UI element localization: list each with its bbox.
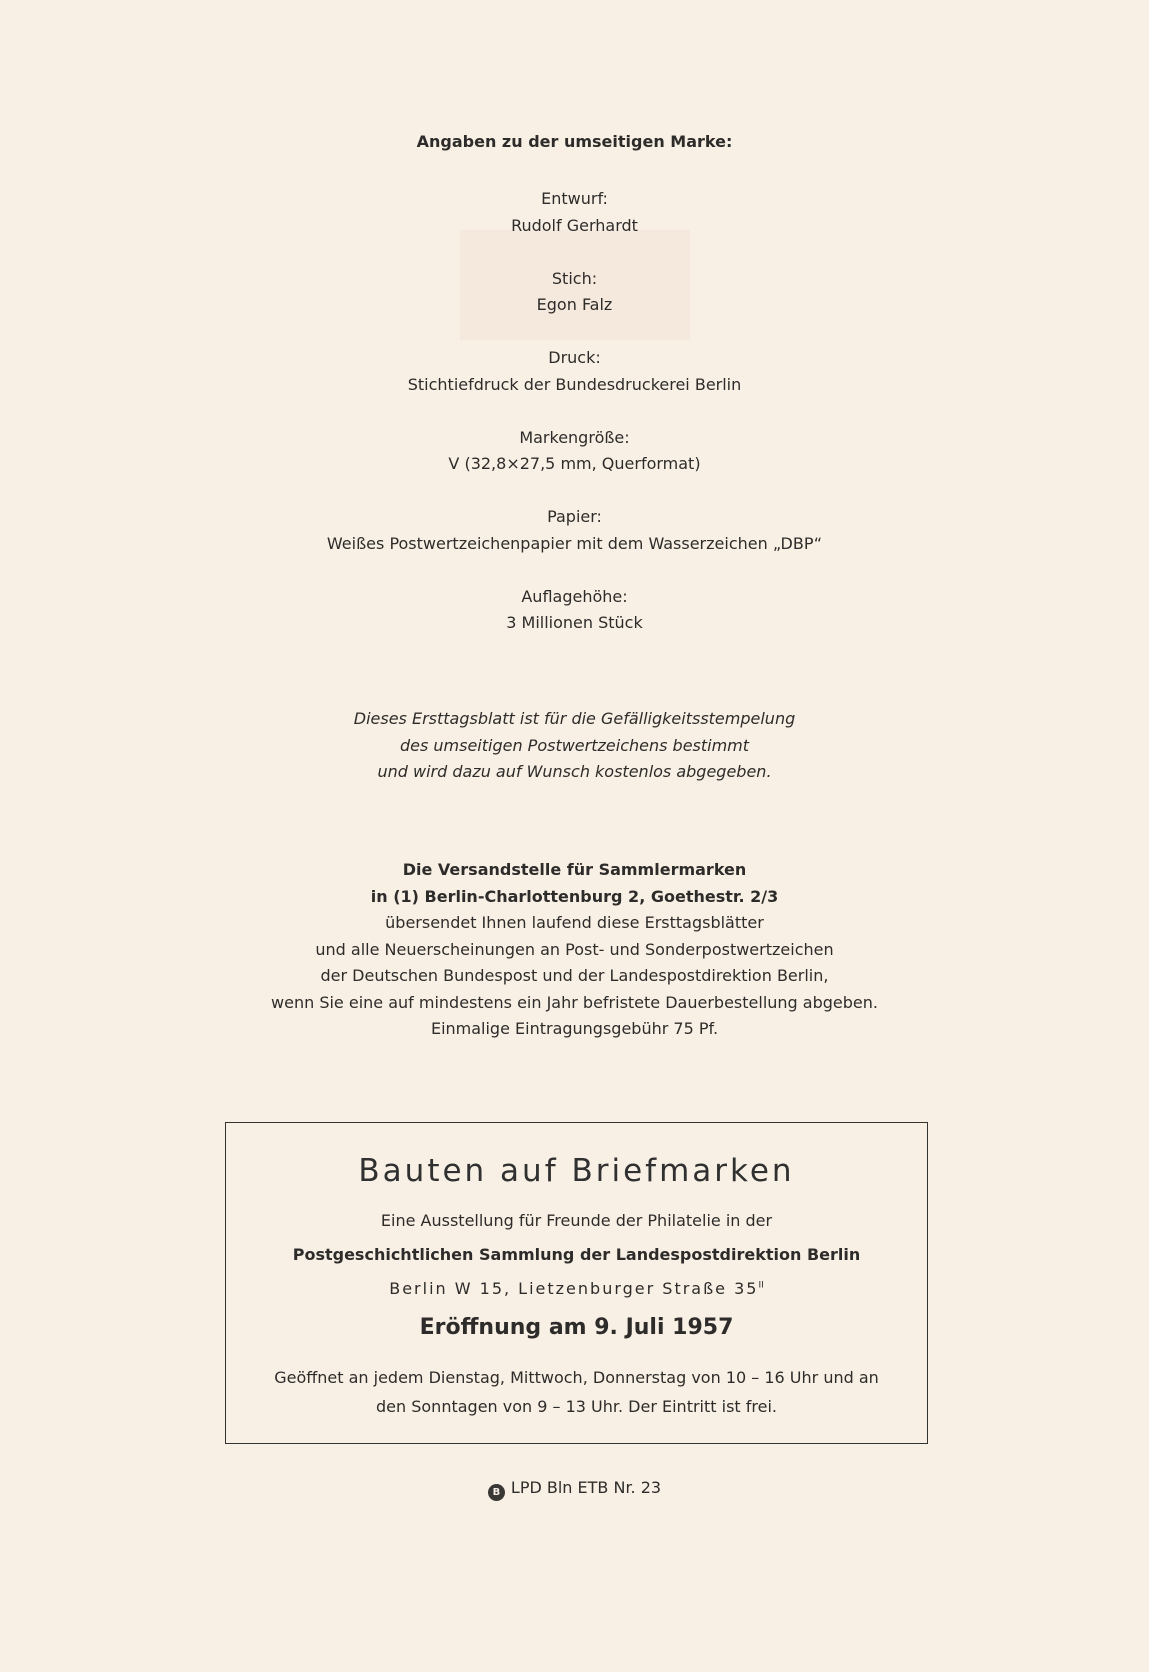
spec-value: Egon Falz bbox=[536, 295, 613, 314]
reference-text: LPD Bln ETB Nr. 23 bbox=[510, 1478, 662, 1497]
spec-value: Rudolf Gerhardt bbox=[511, 215, 638, 235]
versand-line: wenn Sie eine auf mindestens ein Jahr befristete Dauerbestellung abgeben. bbox=[271, 992, 878, 1012]
ersttagsblatt-notice bbox=[0, 706, 1149, 786]
address-text: Berlin W 15, Lietzenburger Straße 35 bbox=[389, 1279, 759, 1298]
versandstelle-section bbox=[0, 857, 1149, 1043]
versand-bold-line: Die Versandstelle für Sammlermarken bbox=[402, 860, 747, 879]
spec-druck bbox=[0, 345, 1149, 398]
spec-papier bbox=[0, 504, 1149, 557]
versand-bold-line: in (1) Berlin-Charlottenburg 2, Goethestr. 2/3 bbox=[370, 886, 779, 906]
spec-markengroesse bbox=[0, 425, 1149, 478]
spec-value: Stichtiefdruck der Bundesdruckerei Berlin bbox=[407, 374, 742, 394]
spec-value: V (32,8×27,5 mm, Querformat) bbox=[448, 454, 701, 473]
spec-label: Markengröße: bbox=[519, 427, 630, 447]
spec-label: Stich: bbox=[551, 268, 598, 288]
exhibition-institution: Postgeschichtlichen Sammlung der Landespostdirektion Berlin bbox=[292, 1245, 861, 1264]
hours-line: Geöffnet an jedem Dienstag, Mittwoch, Donnerstag von 10 – 16 Uhr und an bbox=[274, 1368, 879, 1387]
spec-label: Entwurf: bbox=[541, 189, 608, 208]
bundesdruckerei-logo-icon: B bbox=[488, 1484, 505, 1501]
address-floor: II bbox=[758, 1280, 764, 1291]
spec-value: Weißes Postwertzeichenpapier mit dem Wasserzeichen „DBP“ bbox=[326, 533, 823, 553]
specs-section bbox=[0, 186, 1149, 663]
spec-value: 3 Millionen Stück bbox=[506, 613, 643, 632]
versand-line: und alle Neuerscheinungen an Post- und Sonderpostwertzeichen bbox=[315, 939, 834, 959]
versand-line: Einmalige Eintragungsgebühr 75 Pf. bbox=[430, 1019, 719, 1038]
exhibition-box bbox=[225, 1122, 928, 1444]
exhibition-subtitle: Eine Ausstellung für Freunde der Philatelie in der bbox=[380, 1211, 773, 1230]
versand-line: der Deutschen Bundespost und der Landespostdirektion Berlin, bbox=[320, 966, 829, 985]
versand-line: übersendet Ihnen laufend diese Ersttagsblätter bbox=[385, 913, 764, 932]
exhibition-hours bbox=[226, 1363, 927, 1421]
spec-auflagehoehe bbox=[0, 584, 1149, 637]
spec-stich bbox=[0, 266, 1149, 319]
notice-line: und wird dazu auf Wunsch kostenlos abgegeben. bbox=[377, 762, 772, 781]
exhibition-title: Bauten auf Briefmarken bbox=[358, 1153, 795, 1189]
spec-label: Auflagehöhe: bbox=[521, 586, 628, 606]
notice-line: Dieses Ersttagsblatt ist für die Gefälligkeitsstempelung bbox=[353, 709, 796, 728]
exhibition-address bbox=[226, 1279, 927, 1298]
heading: Angaben zu der umseitigen Marke: bbox=[416, 132, 733, 151]
spec-label: Papier: bbox=[547, 507, 602, 526]
footer-reference bbox=[0, 1478, 1149, 1501]
notice-line: des umseitigen Postwertzeichens bestimmt bbox=[399, 735, 750, 755]
exhibition-opening: Eröffnung am 9. Juli 1957 bbox=[419, 1315, 734, 1340]
spec-entwurf bbox=[0, 186, 1149, 239]
hours-line: den Sonntagen von 9 – 13 Uhr. Der Eintritt ist frei. bbox=[376, 1397, 777, 1416]
spec-label: Druck: bbox=[548, 348, 601, 367]
